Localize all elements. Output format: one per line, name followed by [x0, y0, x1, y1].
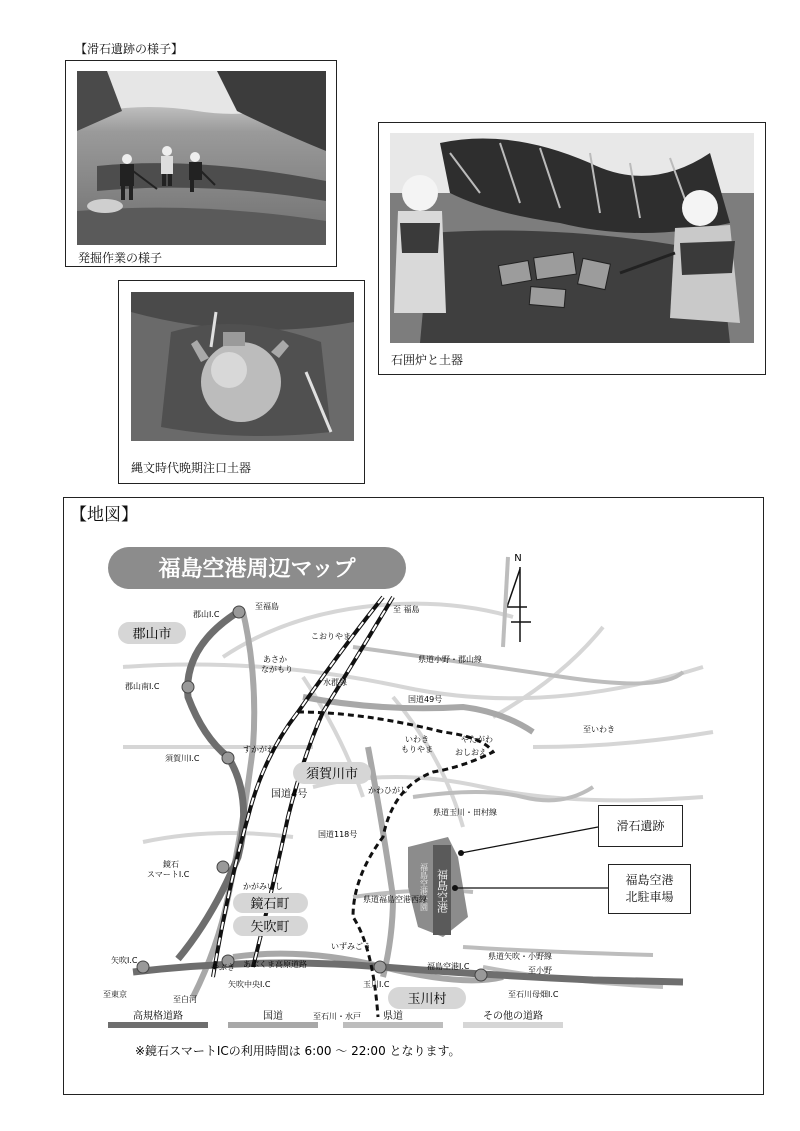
ic-kagamiishi-smart-2: スマートI.C: [147, 870, 190, 879]
road-pref-tamakawa-tamura: 県道玉川・田村線: [433, 808, 497, 817]
station-iwaki: いわき: [405, 735, 429, 744]
callout-parking-line1: 福島空港: [625, 873, 674, 888]
city-sukagawa: 須賀川市: [305, 767, 359, 782]
station-kawahigashi: かわひがし: [368, 786, 408, 795]
ic-koriyama-minami: 郡山南I.C: [125, 682, 160, 691]
station-yabuki: やぶき: [211, 963, 235, 972]
road-to-ishikawa-mito: 至石川・水戸: [313, 1012, 361, 1021]
pottery-photo: [131, 292, 354, 441]
station-asaka: あさか: [263, 655, 287, 664]
legend-other-swatch: [463, 1022, 563, 1028]
station-koriyama: こおりやま: [311, 632, 351, 641]
legend-national-swatch: [228, 1022, 318, 1028]
ic-sukagawa: 須賀川I.C: [165, 754, 200, 763]
ic-tamakawa: 玉川I.C: [363, 980, 390, 989]
area-map: [63, 497, 764, 1095]
ic-kagamiishi-smart: 鏡石: [163, 860, 179, 869]
ic-yabuki-chuo: 矢吹中央I.C: [228, 980, 271, 989]
legend-national: 国道: [263, 1011, 283, 1022]
ic-koriyama: 郡山I.C: [193, 610, 220, 619]
station-sukagawa: すかがわ: [243, 745, 275, 754]
road-route49: 国道49号: [408, 695, 443, 704]
station-yatagawa: やたがわ: [461, 735, 493, 744]
map-note: ※鏡石スマートICの利用時間は 6:00 ～ 22:00 となります。: [135, 1044, 461, 1058]
legend-prefectural: 県道: [383, 1011, 403, 1022]
road-pref-onocho: 県道小野・郡山線: [418, 655, 482, 664]
road-to-fukushima-2: 至 福島: [393, 605, 420, 614]
excavation-caption: 発掘作業の様子: [78, 251, 163, 265]
photo-frame-hearth: [378, 122, 766, 375]
road-to-iwaki: 至いわき: [583, 725, 615, 734]
photos-heading: 【滑石遺跡の様子】: [75, 42, 184, 56]
callout-site: [598, 805, 683, 847]
map-banner-title: 福島空港周辺マップ: [158, 557, 356, 582]
ic-fukushima-airport: 福島空港I.C: [427, 962, 470, 971]
road-to-tokyo: 至東京: [103, 990, 127, 999]
road-pref-airport: 県道福島空港西線: [363, 895, 427, 904]
hearth-caption: 石囲炉と土器: [391, 353, 464, 367]
callout-parking-line2: 北駐車場: [625, 890, 674, 904]
legend-expressway: 高規格道路: [133, 1011, 183, 1022]
city-tamakawa: 玉川村: [407, 992, 447, 1007]
pottery-caption: 縄文時代晩期注口土器: [131, 461, 252, 475]
road-pref-yabuki-ono: 県道矢吹・小野線: [488, 952, 552, 961]
callout-site-label: 滑石遺跡: [616, 818, 665, 833]
road-to-ishikawa-mobiki: 至石川母畑I.C: [508, 990, 559, 999]
map-heading: 【地図】: [70, 505, 138, 525]
legend-prefectural-swatch: [343, 1022, 443, 1028]
excavation-photo: [77, 71, 326, 245]
expressways: [133, 612, 683, 982]
station-nagamori: ながもり: [261, 665, 293, 674]
station-moriyama: もりやま: [401, 745, 433, 754]
legend-other: その他の道路: [483, 1011, 543, 1022]
station-izumigo: いずみごう: [331, 942, 371, 951]
road-to-shirakawa: 至白河: [173, 995, 197, 1004]
callout-parking: [608, 864, 691, 914]
north-label: N: [514, 553, 522, 564]
park-label: 福島空港公園: [419, 863, 429, 911]
road-abukuma-kogen: あぶくま高原道路: [243, 960, 307, 969]
road-to-ono: 至小野: [528, 966, 552, 975]
city-koriyama: 郡山市: [132, 627, 172, 642]
north-arrow-icon: [507, 567, 531, 642]
hearth-photo: [390, 133, 754, 343]
station-kagamiishi: かがみいし: [243, 882, 283, 891]
station-oshioe: おしおえ: [455, 748, 487, 757]
road-to-fukushima-1: 至福島: [255, 602, 279, 611]
city-kagamiishi: 鏡石町: [250, 897, 290, 912]
ic-yabuki: 矢吹I.C: [111, 956, 138, 965]
road-route118-label: 国道118号: [318, 830, 358, 839]
legend-expressway-swatch: [108, 1022, 208, 1028]
road-suigun-line: 水郡線: [323, 678, 347, 687]
photo-frame-excavation: [65, 60, 337, 267]
photo-frame-pottery: [118, 280, 365, 484]
callout-pointers: [452, 827, 608, 891]
city-yabuki: 矢吹町: [250, 920, 290, 935]
airport-label: 福島空港: [435, 869, 449, 913]
road-route4-label: 国道4号: [271, 789, 308, 800]
